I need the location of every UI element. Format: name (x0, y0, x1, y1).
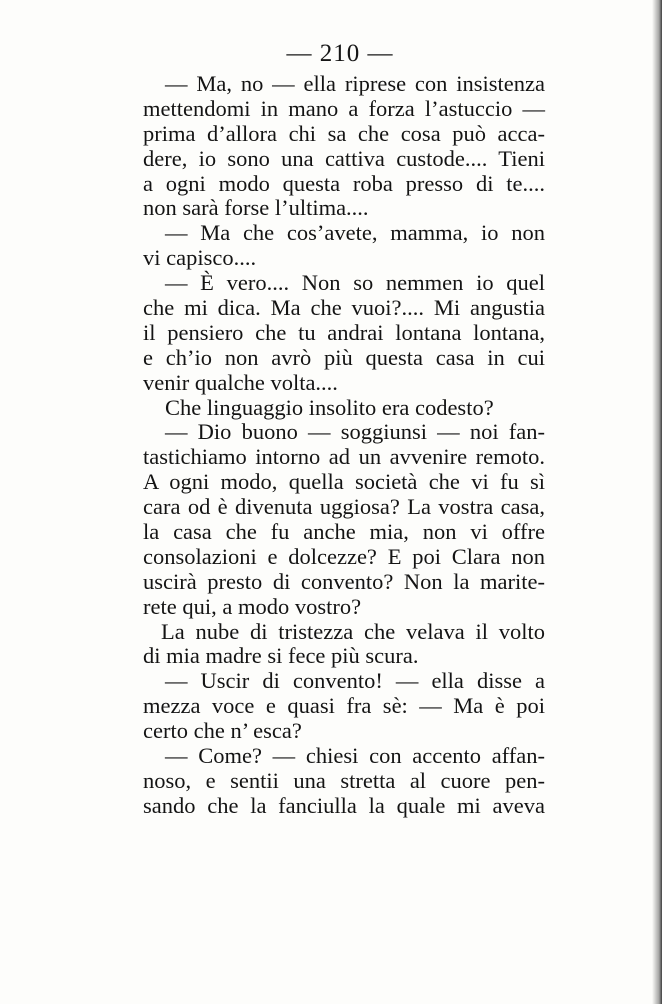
text-line: — Uscir di convento! — ella disse a (165, 668, 545, 694)
text-line: mettendomi in mano a forza l’astuccio — (143, 95, 545, 121)
page-edge-shadow (652, 0, 662, 1004)
text-line: a ogni modo questa roba presso di te.... (143, 170, 545, 196)
text-line: La nube di tristezza che velava il volto (161, 618, 545, 644)
text-line: consolazioni e dolcezze? E poi Clara non (143, 543, 545, 569)
text-line: tastichiamo intorno ad un avvenire remoto. (143, 444, 545, 470)
text-line: venir qualche volta.... (143, 369, 338, 395)
text-line: rete qui, a modo vostro? (143, 593, 362, 619)
text-line: — Dio buono — soggiunsi — noi fan- (165, 419, 545, 445)
text-line: — Ma, no — ella riprese con insistenza (165, 71, 545, 96)
text-line: — È vero.... Non so nemmen io quel (165, 270, 545, 296)
text-line: certo che n’ esca? (143, 718, 302, 744)
text-line: che mi dica. Ma che vuoi?.... Mi angustia (143, 295, 545, 321)
text-line: — Come? — chiesi con accento affan- (165, 743, 545, 769)
body-text (143, 72, 545, 819)
text-line: dere, io sono una cattiva custode.... Tieni (143, 145, 545, 171)
text-line: non sarà forse l’ultima.... (143, 195, 369, 221)
text-line: di mia madre si fece più scura. (143, 643, 419, 669)
text-line: e ch’io non avrò più questa casa in cui (143, 344, 545, 370)
text-line: noso, e sentii una stretta al cuore pen- (143, 767, 545, 793)
text-line: cara od è divenuta uggiosa? La vostra casa, (143, 494, 545, 520)
text-line: Che linguaggio insolito era codesto? (165, 394, 494, 420)
text-line: la casa che fu anche mia, non vi offre (143, 519, 545, 545)
text-line: il pensiero che tu andrai lontana lontana, (143, 319, 545, 345)
text-line: A ogni modo, quella società che vi fu sì (143, 469, 545, 495)
text-line: prima d’allora chi sa che cosa può acca- (143, 120, 545, 146)
page-number: — 210 — (286, 40, 394, 67)
text-line: sando che la fanciulla la quale mi aveva (143, 792, 545, 818)
text-line: — Ma che cos’avete, mamma, io non (165, 220, 545, 246)
text-line: mezza voce e quasi fra sè: — Ma è poi (143, 693, 545, 719)
text-line: vi capisco.... (143, 245, 257, 271)
text-line: uscirà presto di convento? Non la marite- (143, 568, 545, 594)
